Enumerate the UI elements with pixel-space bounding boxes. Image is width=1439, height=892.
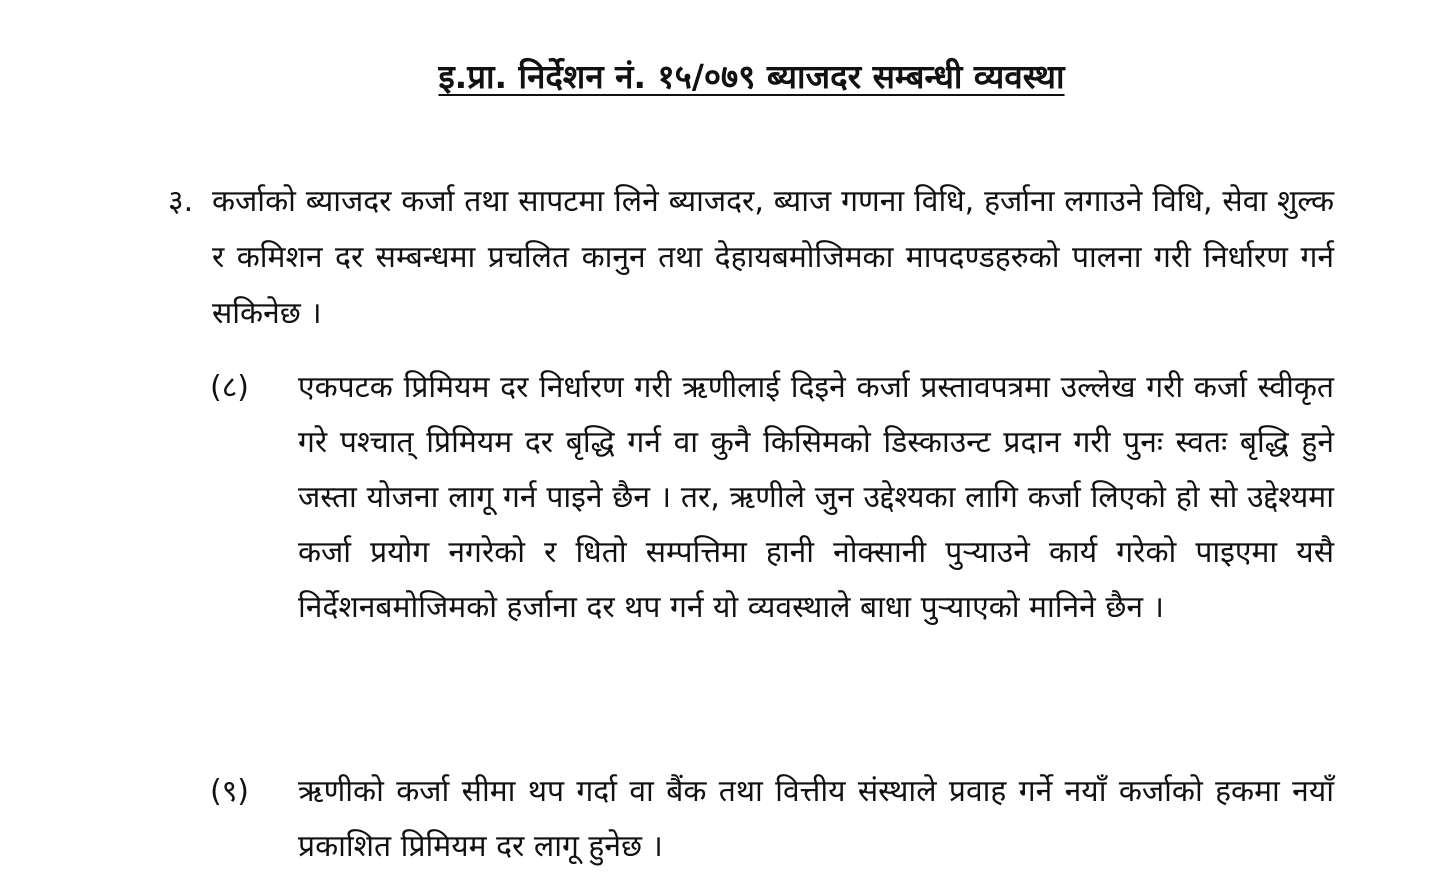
clause-number: (९) [210,774,250,809]
clause-8 [210,360,1334,635]
clause-number: (८) [210,370,250,405]
clause-text: ऋणीको कर्जा सीमा थप गर्दा वा बैंक तथा वित्तीय संस्थाले प्रवाह गर्ने नयाँ कर्जाको हकमा नयाँ प्रकाशित प्रिमियम दर लागू हुनेछ । [298,774,1334,864]
section-number: ३. [168,184,194,219]
clause-9 [210,764,1334,874]
section-text: कर्जाको ब्याजदर कर्जा तथा सापटमा लिने ब्याजदर, ब्याज गणना विधि, हर्जाना लगाउने विधि, सेवा शुल्क र कमिशन दर सम्बन्धमा प्रचलित कानुन तथा देहायबमोजिमका मापदण्डहरुको पालना गरी निर्धारण गर्न सकिनेछ । [212,184,1334,331]
section-3 [168,174,1334,342]
document-title: इ.प्रा. निर्देशन नं. १५/०७९ ब्याजदर सम्बन्धी व्यवस्था [438,57,1065,96]
clause-text: एकपटक प्रिमियम दर निर्धारण गरी ऋणीलाई दिइने कर्जा प्रस्तावपत्रमा उल्लेख गरी कर्जा स्वीकृत गरे पश्चात् प्रिमियम दर बृद्धि गर्न वा कुनै किसिमको डिस्काउन्ट प्रदान गरी पुनः स्वतः बृद्धि हुने जस्ता योजना लागू गर्न पाइने छैन । तर, ऋणीले जुन उद्देश्यका लागि कर्जा लिएको हो सो उद्देश्यमा कर्जा प्रयोग नगरेको र धितो सम्पत्तिमा हानी नोक्सानी पुऱ्याउने कार्य गरेको पाइएमा यसै निर्देशनबमोजिमको हर्जाना दर थप गर्न यो व्यवस्थाले बाधा पुऱ्याएको मानिने छैन । [298,370,1334,625]
